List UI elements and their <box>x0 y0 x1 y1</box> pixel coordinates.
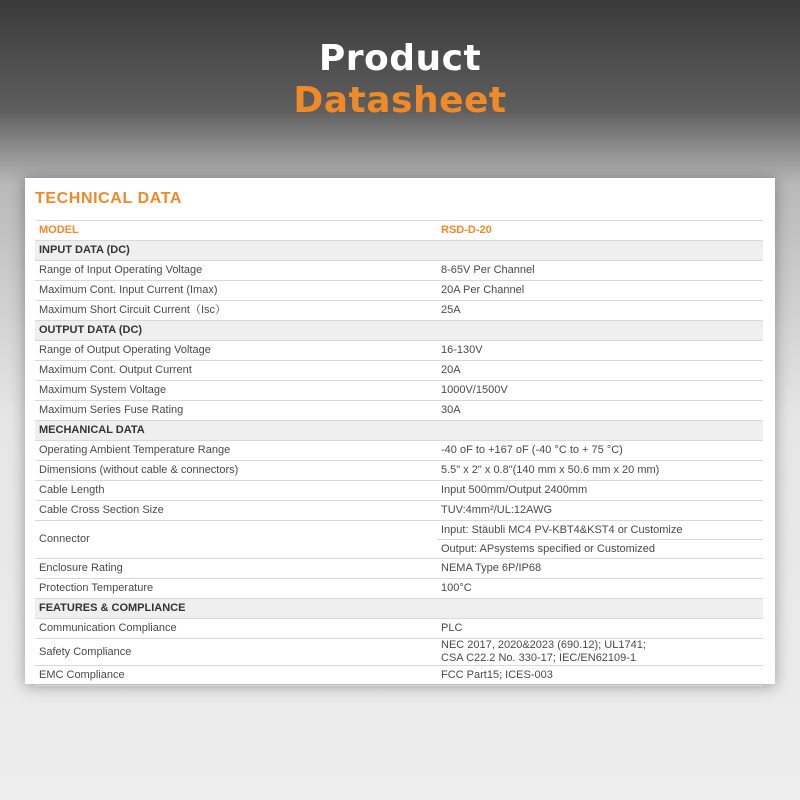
spec-label: Range of Output Operating Voltage <box>35 341 437 361</box>
table-row <box>35 441 763 461</box>
section-header-input <box>35 241 763 261</box>
model-row <box>35 221 763 241</box>
spec-label: Operating Ambient Temperature Range <box>35 441 437 461</box>
spec-value: 8-65V Per Channel <box>437 261 763 281</box>
section-title: FEATURES & COMPLIANCE <box>35 599 763 619</box>
spec-label: Protection Temperature <box>35 579 437 599</box>
spec-table <box>35 220 763 686</box>
spec-label: Dimensions (without cable & connectors) <box>35 461 437 481</box>
table-row <box>35 301 763 321</box>
spec-label: Cable Cross Section Size <box>35 501 437 521</box>
table-row <box>35 579 763 599</box>
table-row <box>35 261 763 281</box>
table-row-connector <box>35 521 763 540</box>
table-row <box>35 666 763 686</box>
spec-value: 20A <box>437 361 763 381</box>
spec-value: 1000V/1500V <box>437 381 763 401</box>
table-row <box>35 461 763 481</box>
section-header-features <box>35 599 763 619</box>
spec-label: Connector <box>35 521 437 559</box>
spec-label: Maximum Cont. Output Current <box>35 361 437 381</box>
table-row <box>35 401 763 421</box>
technical-data-sheet <box>25 178 775 684</box>
spec-value: NEMA Type 6P/IP68 <box>437 559 763 579</box>
spec-value: 25A <box>437 301 763 321</box>
spec-value-line: NEC 2017, 2020&2023 (690.12); UL1741; <box>441 639 646 651</box>
sheet-title: TECHNICAL DATA <box>35 190 183 207</box>
spec-value: 100°C <box>437 579 763 599</box>
spec-value: 16-130V <box>437 341 763 361</box>
hero-title-line2: Datasheet <box>293 80 507 121</box>
spec-value-line: CSA C22.2 No. 330-17; IEC/EN62109-1 <box>441 652 637 664</box>
spec-label: Communication Compliance <box>35 619 437 639</box>
table-row <box>35 619 763 639</box>
hero-title <box>0 38 800 122</box>
section-title: MECHANICAL DATA <box>35 421 763 441</box>
spec-value: Input: Stäubli MC4 PV-KBT4&KST4 or Customize <box>437 521 763 540</box>
spec-label: Maximum Cont. Input Current (Imax) <box>35 281 437 301</box>
spec-value: Input 500mm/Output 2400mm <box>437 481 763 501</box>
spec-value: 20A Per Channel <box>437 281 763 301</box>
section-title: INPUT DATA (DC) <box>35 241 763 261</box>
table-row-safety <box>35 639 763 666</box>
spec-value: FCC Part15; ICES-003 <box>437 666 763 686</box>
spec-value-multiline <box>437 639 763 666</box>
spec-label: Maximum System Voltage <box>35 381 437 401</box>
spec-value: PLC <box>437 619 763 639</box>
section-header-mechanical <box>35 421 763 441</box>
table-row <box>35 559 763 579</box>
spec-value: Output: APsystems specified or Customized <box>437 540 763 559</box>
spec-label: Maximum Series Fuse Rating <box>35 401 437 421</box>
spec-value: 5.5" x 2" x 0.8"(140 mm x 50.6 mm x 20 mm) <box>437 461 763 481</box>
spec-label: Safety Compliance <box>35 639 437 666</box>
table-row <box>35 481 763 501</box>
spec-label: Enclosure Rating <box>35 559 437 579</box>
spec-label: Maximum Short Circuit Current（Isc） <box>35 301 437 321</box>
model-label: MODEL <box>35 221 437 241</box>
spec-value: TUV:4mm²/UL:12AWG <box>437 501 763 521</box>
spec-label: Range of Input Operating Voltage <box>35 261 437 281</box>
section-title: OUTPUT DATA (DC) <box>35 321 763 341</box>
table-row <box>35 381 763 401</box>
spec-value: -40 oF to +167 oF (-40 °C to + 75 °C) <box>437 441 763 461</box>
model-value: RSD-D-20 <box>437 221 763 241</box>
table-row <box>35 501 763 521</box>
spec-label: EMC Compliance <box>35 666 437 686</box>
spec-value: 30A <box>437 401 763 421</box>
table-row <box>35 341 763 361</box>
table-row <box>35 281 763 301</box>
spec-label: Cable Length <box>35 481 437 501</box>
hero-title-line1: Product <box>318 38 482 79</box>
section-header-output <box>35 321 763 341</box>
table-row <box>35 361 763 381</box>
